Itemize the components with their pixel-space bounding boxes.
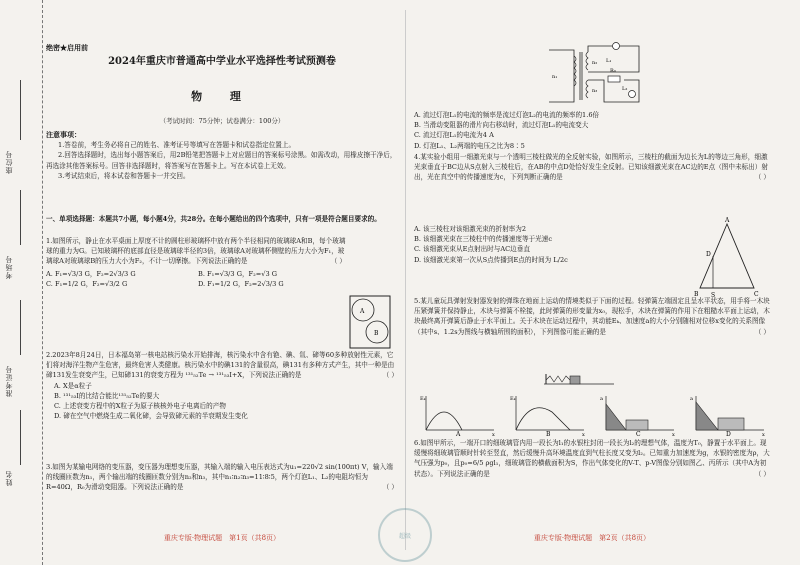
question-3: [46, 462, 398, 493]
page-divider: [405, 10, 406, 550]
admission-number-label: 准考证号: [5, 365, 13, 397]
notice-item-1: 1.答卷前，考生务必将自己的姓名、准考证号等填写在答题卡和试卷指定位置上。: [58, 141, 296, 150]
svg-text:n₃: n₃: [592, 88, 598, 94]
svg-text:a: a: [600, 396, 603, 402]
q3-transformer-figure: [544, 42, 644, 108]
svg-text:x: x: [762, 432, 765, 436]
exam-room-label: 考场号: [5, 255, 13, 279]
q3-option-a: A. 流过灯泡L₁的电流的频率是流过灯泡L₂的电流的频率的1.6倍: [414, 111, 600, 119]
svg-text:B: B: [546, 431, 551, 436]
q4-option-c: C. 该细激光束从E点射出时与AC边垂直: [414, 245, 530, 254]
watermark-stamp: 超级: [378, 508, 432, 562]
q5-graph-a: [420, 396, 495, 436]
seat-number-label: 座位号: [5, 150, 13, 174]
name-label: 姓名: [5, 470, 13, 486]
q5-spring-figure: [544, 372, 614, 386]
svg-text:S: S: [711, 292, 716, 299]
svg-text:Eₖ: Eₖ: [420, 396, 426, 402]
q5-graph-c: [600, 396, 675, 436]
notice-item-2: 2.回答选择题时，选出每小题答案后，用2B铅笔把答题卡上对应题目的答案标号涂黑。如需改动，用橡皮擦干净后，再选涂其他答案标号。回答非选择题时，将答案写在答题卡上。写在本试卷上无效。: [46, 151, 397, 170]
q6-answer-paren: （ ）: [754, 469, 770, 478]
exam-title: 2024年重庆市普通高中学业水平选择性考试预测卷: [108, 56, 336, 67]
svg-text:a: a: [690, 396, 693, 402]
q4-answer-paren: （ ）: [754, 173, 770, 182]
subject-title: 物 理: [191, 90, 253, 103]
footer-page-1: 重庆专版·物理试题 第1页（共8页）: [163, 533, 281, 542]
q5-graph-b: [510, 396, 585, 436]
q4-stem: 4.某实验小组用一细激光束与一个透明三棱柱做光的全反射实验，如图所示，三棱柱的截面为边长为L的等边三角形，细激光束垂直于BC边从S点射入三棱柱后，在AB的中点D处恰好发生全反射。已知该细激光束在AC边的E点（图中未标出）射出，光在真空中的传播速度为c，下列判断正确的是: [414, 153, 768, 182]
svg-text:C: C: [636, 431, 641, 436]
secret-mark: 绝密★启用前: [46, 43, 88, 52]
q5-answer-paren: （ ）: [754, 327, 770, 336]
exam-meta: （考试时间：75分钟；试卷满分：100分）: [159, 117, 285, 125]
q2-option-b: B. ¹³¹₅₃I的比结合能比¹³¹₅₂Te的要大: [54, 391, 160, 400]
svg-text:B: B: [694, 291, 699, 298]
q3-option-d: D. 灯泡L₁、L₂两端的电压之比为8∶5: [414, 141, 525, 150]
svg-text:A: A: [725, 217, 730, 224]
q1-stem: 1.如图所示，静止在水平桌面上厚度不计的圆柱形玻璃杯中放有两个半径相同的玻璃球A和B，每个玻璃球的重力为G。已知玻璃杯的底部直径是玻璃球半径的3倍，玻璃球A对玻璃杯侧壁的压力大小为F₁，玻璃球A对玻璃球B的压力大小为F₂，不计一切摩擦。下列说法正确的是: [46, 237, 346, 266]
question-4: [414, 152, 770, 183]
q4-prism-figure: [692, 214, 762, 300]
q2-answer-paren: （ ）: [382, 371, 398, 380]
q1-option-c: C. F₁=1/2 G，F₂=√3/2 G: [46, 279, 128, 288]
q4-option-b: B. 该细激光束在三棱柱中的传播速度等于光速c: [414, 235, 553, 244]
q1-cup-figure: [348, 294, 392, 350]
q5-stem: 5.某儿童玩具弹射发射器发射的弹珠在地面上运动的情境类似于下面的过程。轻弹簧左端固定且呈水平状态，用手将一木块压紧弹簧并保持静止，木块与弹簧不栓接，此时弹簧的形变量为x₀，现松手，木块在弹簧的作用下在粗糙水平面上运动，木块最终离开弹簧后静止于水平面上。关于木块在运动过程中，其动能Eₖ、加速度a的大小分别随相对位移x变化的关系图像（其中s、1.2s为图线与横轴所围的面积），下列图像可能正确的是: [414, 297, 770, 336]
q2-option-c: C. 上述衰变方程中的X粒子为原子核核外电子电离后的产物: [54, 402, 226, 411]
q1-option-a: A. F₁=√3/3 G，F₂=2√3/3 G: [46, 269, 136, 278]
svg-text:R₀: R₀: [610, 68, 616, 74]
q6-stem: 6.如图甲所示，一端开口的细玻璃管内用一段长为l₁的水银柱封闭一段长为l₂的理想气体，温度为T₀，静置于水平面上。现缓慢将细玻璃管顺时针转至竖直，然后缓慢升高环境温度直到气柱长度又变为l₂。已知重力加速度为g，水银的密度为ρ，大气压强为p₀，且p₀=6/5 ρgl₁，细玻璃管的横截面积为S，作出气体变化的V-T、p-V图像分别如图乙、丙所示（其中A为初状态）。下列说法正确的是: [414, 439, 770, 478]
svg-text:x: x: [582, 432, 585, 436]
question-6: [414, 438, 770, 479]
q5-graphs: [420, 392, 770, 436]
svg-text:x: x: [672, 432, 675, 436]
q4-option-d: D. 该细激光束第一次从S点传播到E点的时间为 L/2c: [414, 255, 568, 264]
q1-option-b: B. F₁=√3/3 G，F₂=√3 G: [198, 269, 278, 278]
question-2: [46, 350, 398, 421]
page-2: [414, 0, 770, 565]
section-1-heading: 一、单项选择题：本题共7小题，每小题4分，共28分。在每小题给出的四个选项中，只有一项是符合题目要求的。: [46, 215, 381, 223]
q3-options: [414, 110, 770, 151]
svg-text:A: A: [456, 431, 461, 436]
svg-text:n₂: n₂: [592, 60, 598, 66]
q5-graph-d: [690, 396, 765, 436]
q4-option-a: A. 该三棱柱对该细激光束的折射率为2: [414, 225, 527, 233]
svg-text:x: x: [492, 432, 495, 436]
binding-margin: [0, 0, 43, 565]
notice-heading: 注意事项：: [46, 130, 81, 139]
q1-option-d: D. F₁=1/2 G，F₂=2√3/3 G: [198, 279, 284, 288]
question-5: [414, 296, 770, 337]
svg-text:L₂: L₂: [622, 86, 628, 92]
q1-ball-b-label: B: [374, 330, 379, 337]
q3-option-c: C. 流过灯泡L₁的电流为4 A: [414, 131, 494, 140]
page-1: [46, 0, 398, 565]
q1-ball-a-label: A: [360, 308, 365, 315]
q2-stem: 2.2023年8月24日，日本福岛第一核电站核污染水开始排海，核污染水中含有铯、碘、氚、碲等60多种放射性元素，它们将对海洋生物产生危害，最终危害人类健康。核污染水中的碘131的含量很高，碘131有多种方式产生，其中一种是由碲131发生衰变产生，已知碲131的衰变方程为 ¹³¹₅₂Te → ¹³¹₅₃I+X，下列说法正确的是: [46, 351, 395, 380]
q4-options: [414, 224, 674, 265]
q3-option-b: B. 当滑动变阻器的滑片向右移动时，流过灯泡L₁的电流变大: [414, 121, 589, 130]
notice-block: [46, 130, 398, 181]
svg-text:L₁: L₁: [606, 58, 612, 64]
svg-text:C: C: [754, 291, 759, 298]
svg-text:n₁: n₁: [552, 74, 558, 80]
svg-text:D: D: [726, 431, 731, 436]
q3-stem: 3.如图为某输电网络的变压器，变压器为理想变压器，其输入端的输入电压表达式为u₁=220√2 sin(100πt) V，输入端的线圈匝数为n₁，两个输出端的线圈匝数分别为n₂和n₃，其中n₁∶n₂∶n₃=11∶8∶5，两个灯泡L₁、L₂的电阻均恒为R=40Ω，R₀为滑动变阻器。下列说法正确的是: [46, 463, 393, 492]
q1-answer-paren: （ ）: [330, 257, 346, 266]
svg-text:Eₖ: Eₖ: [510, 396, 516, 402]
question-1: [46, 236, 346, 289]
q2-option-a: A. X是α粒子: [54, 381, 92, 390]
svg-text:D: D: [706, 251, 711, 258]
q3-answer-paren: （ ）: [382, 483, 398, 492]
q2-option-d: D. 碲在空气中燃烧生成二氧化碲，会导致碲元素的半衰期发生变化: [54, 412, 248, 421]
notice-item-3: 3.考试结束后，将本试卷和答题卡一并交回。: [58, 171, 190, 180]
footer-page-2: 重庆专版·物理试题 第2页（共8页）: [533, 533, 651, 542]
